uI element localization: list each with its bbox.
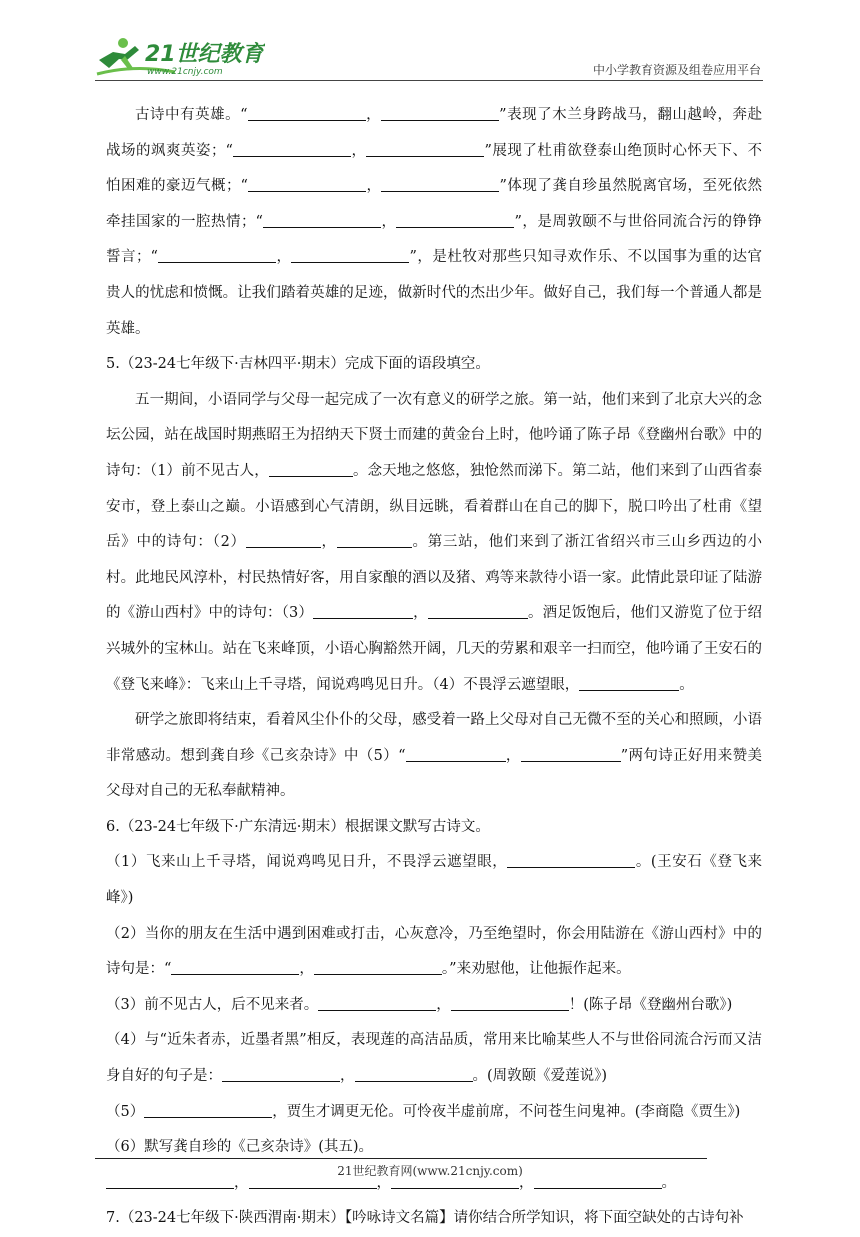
footer-divider bbox=[95, 1158, 707, 1159]
page-footer: 21世纪教育网(www.21cnjy.com) bbox=[337, 1164, 523, 1178]
svg-text:www.21cnjy.com: www.21cnjy.com bbox=[147, 67, 223, 77]
question-6-item-3: （3）前不见古人，后不见来者。 ， ！(陈子昂《登幽州台歌》) bbox=[106, 996, 733, 1013]
document-body bbox=[106, 98, 762, 1237]
fill-blank[interactable] bbox=[355, 1067, 473, 1083]
page-header bbox=[95, 34, 763, 82]
fill-blank[interactable] bbox=[248, 106, 366, 122]
fill-blank[interactable] bbox=[246, 533, 321, 549]
fill-blank[interactable] bbox=[521, 746, 621, 762]
fill-blank[interactable] bbox=[318, 995, 436, 1011]
question-5-paragraph-1: 五一期间，小语同学与父母一起完成了一次有意义的研学之旅。第一站，他们来到了北京大兴的念坛公园，站在战国时期燕昭王为招纳天下贤士而建的黄金台上时，他吟诵了陈子昂《登幽州台歌》中的诗句：（1）前不见古人， 。念天地之悠悠，独怆然而涕下。第二站，他们来到了山西省泰安市，登上泰山之巅。小语感到心气清朗，纵目远眺，看着群山在自己的脚下，脱口吟出了杜甫《望岳》中的诗句：（2） ， 。第三站，他们来到了浙江省绍兴市三山乡西边的小村。此地民风淳朴，村民热情好客，用自家酿的酒以及猪、鸡等来款待小语一家。此情此景印证了陆游的《游山西村》中的诗句：（3） ， 。酒足饭饱后，他们又游览了位于绍兴城外的宝林山。站在飞来峰顶，小语心胸豁然开阔，几天的劳累和艰辛一扫而空，他吟诵了王安石的《登飞来峰》：飞来山上千寻塔，闻说鸡鸣见日升。（4）不畏浮云遮望眼， 。 bbox=[106, 391, 763, 693]
site-logo[interactable] bbox=[95, 34, 265, 78]
runner-logo-icon bbox=[95, 34, 265, 78]
fill-blank[interactable] bbox=[269, 461, 353, 477]
fill-blank[interactable] bbox=[337, 533, 412, 549]
fill-blank[interactable] bbox=[428, 604, 528, 620]
question-5-paragraph-2: 研学之旅即将结束，看着风尘仆仆的父母，感受着一路上父母对自己无微不至的关心和照顾，小语非常感动。想到龚自珍《己亥杂诗》中（5）“ ， ”两句诗正好用来赞美父母对自己的无私奉献精神。 bbox=[106, 712, 762, 800]
question-6-item-4: （4）与“近朱者赤，近墨者黑”相反，表现莲的高洁品质，常用来比喻某些人不与世俗同流合污而又洁身自好的句子是： ， 。(周敦颐《爱莲说》) bbox=[106, 1032, 762, 1085]
fill-blank[interactable] bbox=[507, 853, 635, 869]
svg-text:21世纪教育: 21世纪教育 bbox=[145, 42, 264, 67]
question-6-item-6-answer-line: ， ， ， 。 bbox=[106, 1166, 762, 1202]
fill-blank[interactable] bbox=[263, 212, 381, 228]
fill-blank[interactable] bbox=[451, 995, 569, 1011]
fill-blank[interactable] bbox=[366, 141, 484, 157]
fill-blank[interactable] bbox=[314, 960, 442, 976]
question-5-title: 5.（23-24七年级下·吉林四平·期末）完成下面的语段填空。 bbox=[106, 356, 490, 373]
fill-blank[interactable] bbox=[313, 604, 413, 620]
fill-blank[interactable] bbox=[222, 1067, 340, 1083]
fill-blank[interactable] bbox=[158, 248, 276, 264]
fill-blank[interactable] bbox=[381, 177, 499, 193]
fill-blank[interactable] bbox=[144, 1102, 272, 1118]
header-divider bbox=[95, 80, 763, 81]
question-6-item-1: （1）飞来山上千寻塔，闻说鸡鸣见日升，不畏浮云遮望眼， 。(王安石《登飞来峰》) bbox=[106, 854, 762, 907]
fill-blank[interactable] bbox=[171, 960, 299, 976]
fill-blank[interactable] bbox=[291, 248, 409, 264]
platform-name: 中小学教育资源及组卷应用平台 bbox=[592, 63, 761, 77]
question-6-item-5: （5） ，贾生才调更无伦。可怜夜半虚前席，不问苍生问鬼神。(李商隐《贾生》) bbox=[106, 1103, 741, 1120]
question-7-title: 7.（23-24七年级下·陕西渭南·期末）【吟咏诗文名篇】请你结合所学知识，将下面空缺处的古诗句补 bbox=[106, 1210, 744, 1227]
fill-blank[interactable] bbox=[233, 141, 351, 157]
fill-blank[interactable] bbox=[406, 746, 506, 762]
question-6-title: 6.（23-24七年级下·广东清远·期末）根据课文默写古诗文。 bbox=[106, 818, 490, 835]
fill-blank[interactable] bbox=[579, 675, 679, 691]
fill-blank[interactable] bbox=[381, 106, 499, 122]
question-6-item-6: （6）默写龚自珍的《己亥杂诗》(其五)。 bbox=[106, 1139, 374, 1156]
fill-blank[interactable] bbox=[396, 212, 514, 228]
question-6-item-2: （2）当你的朋友在生活中遇到困难或打击，心灰意冷，乃至绝望时，你会用陆游在《游山西村》中的诗句是：“ ， 。”来劝慰他，让他振作起来。 bbox=[106, 925, 762, 978]
q4-poem-paragraph: 古诗中有英雄。“ ， ”表现了木兰身跨战马，翻山越岭，奔赴战场的飒爽英姿；“ ， ”展现了杜甫欲登泰山绝顶时心怀天下、不怕困难的豪迈气概；“ ， ”体现了龚自珍虽然脱离官场，至死依然牵挂国家的一腔热情；“ ， ”，是周敦颐不与世俗同流合污的铮铮誓言；“ ， ”，是杜牧对那些只知寻欢作乐、不以国事为重的达官贵人的忧虑和愤慨。让我们踏着英雄的足迹，做新时代的杰出少年。做好自己，我们每一个普通人都是英雄。 bbox=[106, 107, 763, 337]
fill-blank[interactable] bbox=[248, 177, 366, 193]
